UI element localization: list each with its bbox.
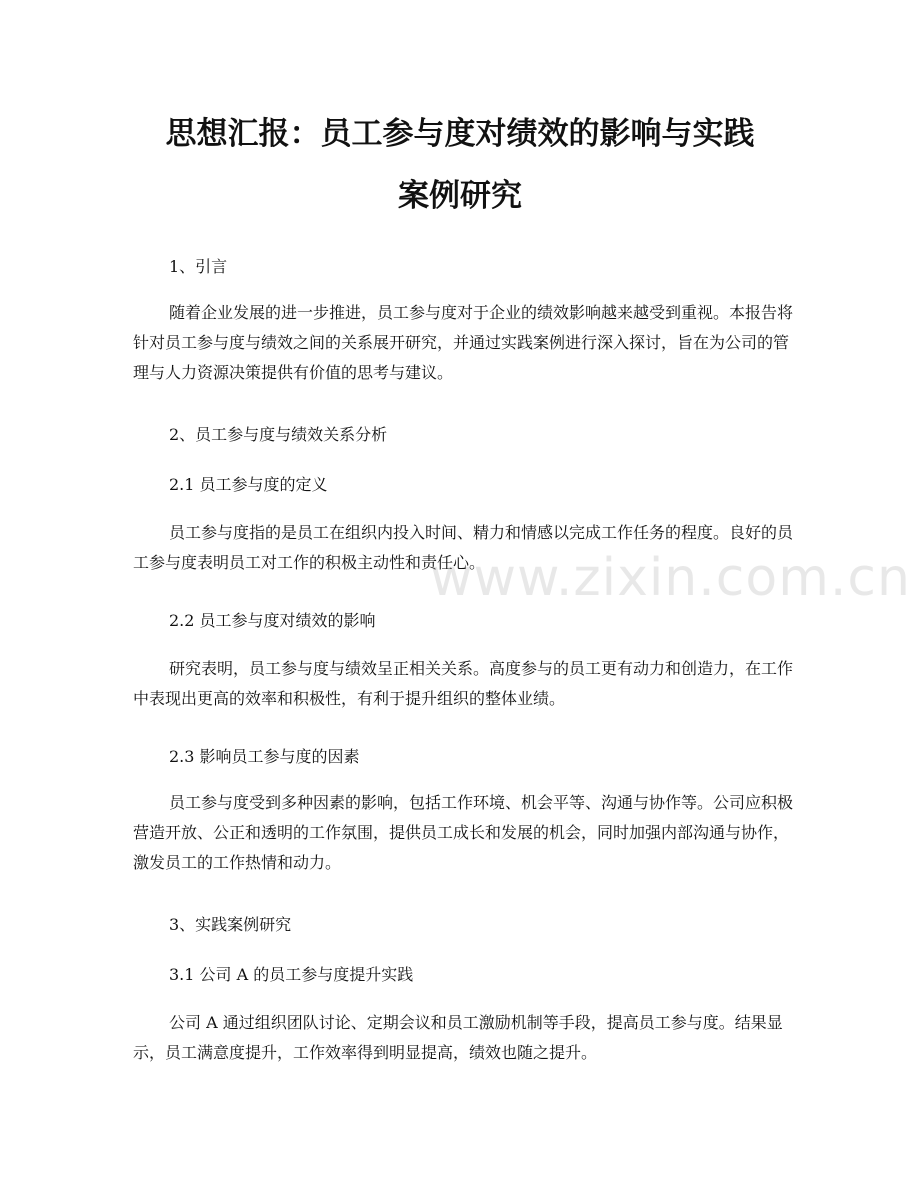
- subsection-heading-definition: 2.1 员工参与度的定义: [169, 475, 328, 494]
- section-heading-analysis: 2、员工参与度与绩效关系分析: [169, 425, 388, 444]
- subsection-heading-factors: 2.3 影响员工参与度的因素: [169, 747, 360, 766]
- section-heading-introduction: 1、引言: [169, 257, 228, 276]
- subsection-heading-company-a: 3.1 公司 A 的员工参与度提升实践: [169, 965, 414, 984]
- paragraph-company-a: 公司 A 通过组织团队讨论、定期会议和员工激励机制等手段，提高员工参与度。结果显示，员工满意度提升，工作效率得到明显提高，绩效也随之提升。: [133, 1013, 783, 1062]
- document-title-line-2: 案例研究: [398, 178, 522, 214]
- subsection-heading-impact: 2.2 员工参与度对绩效的影响: [169, 611, 376, 630]
- watermark-text: www.zixin.com.cn: [430, 548, 911, 608]
- paragraph-factors: 员工参与度受到多种因素的影响，包括工作环境、机会平等、沟通与协作等。公司应积极营造开放、公正和透明的工作氛围，提供员工成长和发展的机会，同时加强内部沟通与协作，激发员工的工作热情和动力。: [133, 793, 794, 872]
- paragraph-impact: 研究表明，员工参与度与绩效呈正相关关系。高度参与的员工更有动力和创造力，在工作中表现出更高的效率和积极性，有利于提升组织的整体业绩。: [133, 659, 794, 708]
- paragraph-introduction: 随着企业发展的进一步推进，员工参与度对于企业的绩效影响越来越受到重视。本报告将针对员工参与度与绩效之间的关系展开研究，并通过实践案例进行深入探讨，旨在为公司的管理与人力资源决策提供有价值的思考与建议。: [133, 303, 794, 382]
- document-title-line-1: 思想汇报：员工参与度对绩效的影响与实践: [165, 116, 755, 152]
- paragraph-definition: 员工参与度指的是员工在组织内投入时间、精力和情感以完成工作任务的程度。良好的员工参与度表明员工对工作的积极主动性和责任心。: [133, 523, 794, 572]
- section-heading-case-study: 3、实践案例研究: [169, 915, 292, 934]
